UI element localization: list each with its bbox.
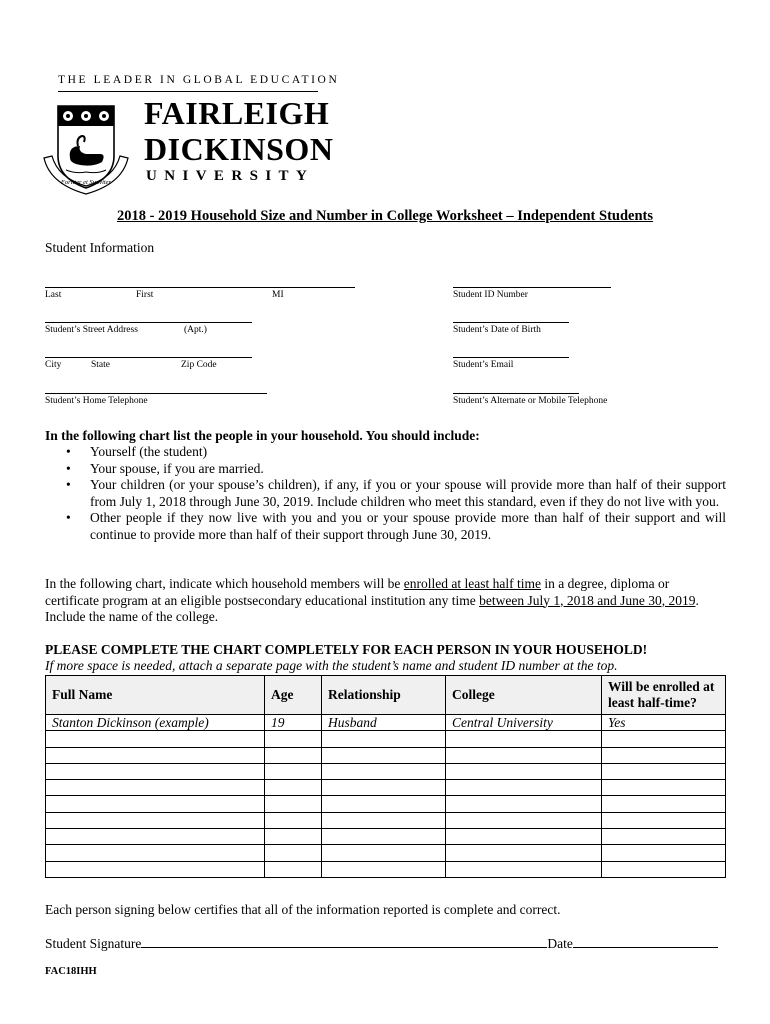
city-label: City (45, 360, 62, 370)
table-row (46, 747, 726, 763)
cell-college[interactable] (446, 829, 602, 845)
para-text: . Include the name of the college. (45, 592, 699, 624)
wordmark-dickinson: DICKINSON (144, 131, 334, 167)
list-item: • Other people if they now live with you and you or your spouse provide more than half of their support and will continue to provide more than half of their support through June 30, 2019. (62, 510, 726, 543)
cell-college[interactable] (446, 845, 602, 861)
cell-enrolled[interactable] (602, 796, 726, 812)
middle-initial-label: MI (272, 290, 284, 300)
table-row (46, 715, 726, 731)
dob-label: Student’s Date of Birth (453, 325, 541, 335)
cell-full-name[interactable]: Stanton Dickinson (example) (46, 715, 265, 731)
cell-relationship[interactable] (322, 763, 446, 779)
cell-enrolled[interactable]: Yes (602, 715, 726, 731)
cell-relationship[interactable] (322, 796, 446, 812)
cell-full-name[interactable] (46, 780, 265, 796)
cell-relationship[interactable] (322, 861, 446, 877)
cell-full-name[interactable] (46, 829, 265, 845)
cell-relationship[interactable] (322, 845, 446, 861)
cell-college[interactable] (446, 812, 602, 828)
cell-full-name[interactable] (46, 812, 265, 828)
cell-college[interactable] (446, 861, 602, 877)
home-phone-field-line[interactable] (45, 393, 267, 394)
cell-age[interactable] (265, 731, 322, 747)
cell-relationship[interactable] (322, 829, 446, 845)
cell-full-name[interactable] (46, 796, 265, 812)
cell-relationship[interactable]: Husband (322, 715, 446, 731)
state-label: State (91, 360, 110, 370)
chart-instructions-heading: PLEASE COMPLETE THE CHART COMPLETELY FOR EACH PERSON IN YOUR HOUSEHOLD! (45, 642, 648, 657)
form-code: FAC18IHH (45, 966, 97, 977)
name-field-line[interactable] (45, 287, 355, 288)
list-item: • Your children (or your spouse’s children), if any, if you or your spouse will provide more than half of their support from July 1, 2018 through June 30, 2019. Include children who meet this standard, even if they do not live with you. (62, 477, 726, 510)
para-underlined-text: enrolled at least half time (403, 576, 541, 591)
student-info-heading: Student Information (45, 240, 155, 255)
table-row (46, 829, 726, 845)
cell-full-name[interactable] (46, 763, 265, 779)
cell-age[interactable] (265, 812, 322, 828)
zip-code-label: Zip Code (181, 360, 217, 370)
table-row (46, 845, 726, 861)
cell-enrolled[interactable] (602, 747, 726, 763)
para-text: in a degree, diploma or certificate program at an eligible postsecondary educational institution any time (45, 576, 670, 608)
table-header-row (46, 676, 726, 715)
chart-instructions-note: If more space is needed, attach a separate page with the student’s name and student ID number at the top. (45, 658, 618, 673)
table-row (46, 780, 726, 796)
cell-college[interactable] (446, 763, 602, 779)
tagline-divider (58, 91, 318, 92)
crest-motto: Fortiter et Suaviter (60, 179, 112, 186)
cell-full-name[interactable] (46, 731, 265, 747)
enrollment-instructions (45, 576, 725, 626)
signature-line[interactable] (141, 934, 547, 948)
para-underlined-text: between July 1, 2018 and June 30, 2019 (479, 592, 696, 608)
table-row (46, 731, 726, 747)
cell-relationship[interactable] (322, 731, 446, 747)
cell-relationship[interactable] (322, 747, 446, 763)
cell-college[interactable]: Central University (446, 715, 602, 731)
cell-enrolled[interactable] (602, 812, 726, 828)
cell-age[interactable] (265, 796, 322, 812)
first-name-label: First (136, 290, 154, 300)
email-label: Student’s Email (453, 360, 514, 370)
street-address-field-line[interactable] (45, 322, 252, 323)
city-state-zip-field-line[interactable] (45, 357, 252, 358)
column-header-age: Age (265, 676, 322, 715)
cell-age[interactable] (265, 763, 322, 779)
cell-college[interactable] (446, 796, 602, 812)
cell-enrolled[interactable] (602, 861, 726, 877)
date-label: Date (547, 936, 573, 951)
document-title: 2018 - 2019 Household Size and Number in College Worksheet – Independent Students (116, 208, 654, 224)
student-id-field-line[interactable] (453, 287, 611, 288)
email-field-line[interactable] (453, 357, 569, 358)
date-line[interactable] (573, 934, 718, 948)
cell-college[interactable] (446, 731, 602, 747)
last-name-label: Last (45, 290, 62, 300)
cell-age[interactable] (265, 780, 322, 796)
cell-relationship[interactable] (322, 780, 446, 796)
cell-full-name[interactable] (46, 845, 265, 861)
cell-age[interactable] (265, 829, 322, 845)
para-text: In the following chart, indicate which household members will be (45, 576, 404, 591)
list-item: • Your spouse, if you are married. (62, 461, 726, 478)
signature-label: Student Signature (45, 936, 142, 951)
street-address-label: Student’s Street Address (45, 325, 138, 335)
column-header-enrolled: Will be enrolled at least half-time? (602, 676, 726, 715)
signature-row (45, 934, 718, 952)
table-row (46, 796, 726, 812)
household-table (45, 675, 726, 878)
cell-relationship[interactable] (322, 812, 446, 828)
cell-enrolled[interactable] (602, 731, 726, 747)
table-row (46, 812, 726, 828)
table-row (46, 861, 726, 877)
university-crest-logo (40, 100, 132, 196)
certification-statement: Each person signing below certifies that all of the information reported is complete and correct. (45, 902, 561, 917)
cell-college[interactable] (446, 780, 602, 796)
column-header-college: College (446, 676, 602, 715)
cell-enrolled[interactable] (602, 845, 726, 861)
cell-age[interactable]: 19 (265, 715, 322, 731)
cell-age[interactable] (265, 747, 322, 763)
dob-field-line[interactable] (453, 322, 569, 323)
household-instructions-heading: In the following chart list the people in your household. You should include: (45, 428, 480, 443)
household-bullet-list (62, 444, 726, 543)
cell-age[interactable] (265, 845, 322, 861)
column-header-relationship: Relationship (322, 676, 446, 715)
wordmark-university: UNIVERSITY (146, 168, 315, 184)
wordmark-fairleigh: FAIRLEIGH (144, 95, 330, 131)
cell-age[interactable] (265, 861, 322, 877)
apt-label: (Apt.) (184, 325, 207, 335)
cell-full-name[interactable] (46, 861, 265, 877)
list-item: • Yourself (the student) (62, 444, 726, 461)
cell-full-name[interactable] (46, 747, 265, 763)
cell-enrolled[interactable] (602, 829, 726, 845)
student-id-label: Student ID Number (453, 290, 528, 300)
home-phone-label: Student’s Home Telephone (45, 396, 148, 406)
alt-phone-label: Student’s Alternate or Mobile Telephone (453, 396, 608, 406)
table-row (46, 763, 726, 779)
cell-enrolled[interactable] (602, 780, 726, 796)
column-header-full-name: Full Name (46, 676, 265, 715)
cell-college[interactable] (446, 747, 602, 763)
cell-enrolled[interactable] (602, 763, 726, 779)
alt-phone-field-line[interactable] (453, 393, 579, 394)
tagline: THE LEADER IN GLOBAL EDUCATION (58, 74, 340, 86)
